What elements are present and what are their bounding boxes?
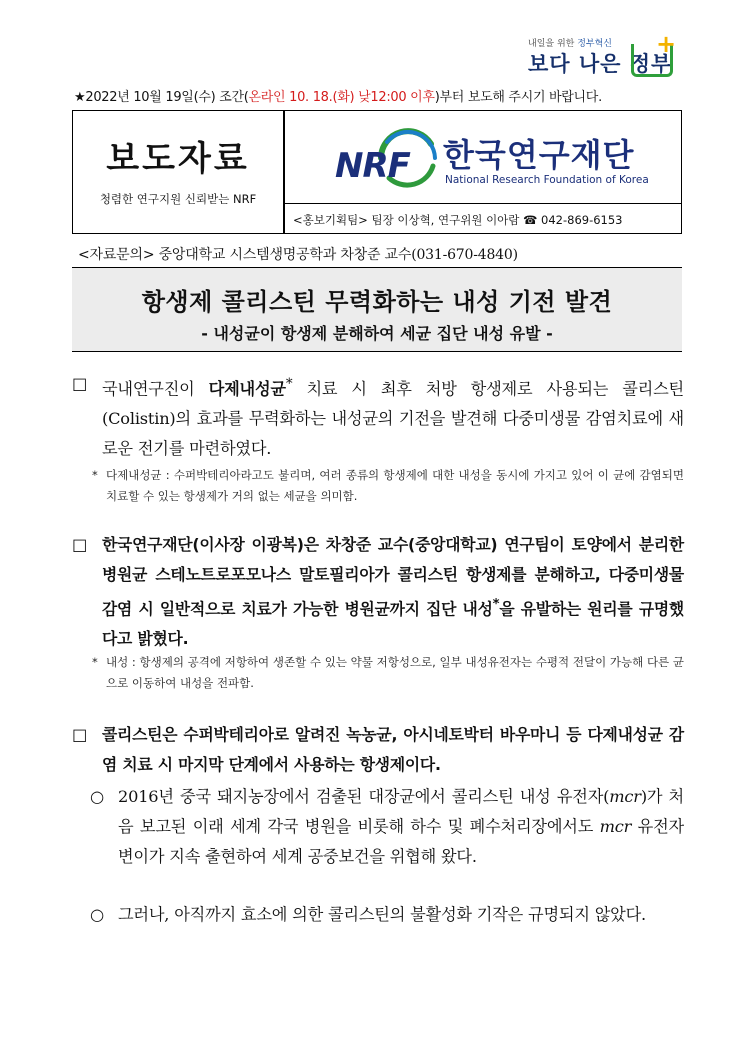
keyword: 다제내성균 xyxy=(208,379,286,399)
footnote-mark: * xyxy=(92,468,98,482)
inquiry-label: <자료문의> xyxy=(78,247,155,263)
sub-point-2-text: 그러나, 아직까지 효소에 의한 콜리스틴의 불활성화 기작은 규명되지 않았다. xyxy=(118,905,647,924)
nrf-slogan: 청렴한 연구지원 신뢰받는 NRF xyxy=(99,192,257,206)
text-run: 유전자 변이가 지속 출현하여 세계 공중보건을 위협해 왔다. xyxy=(118,817,684,866)
press-release-header xyxy=(72,110,682,234)
section-2-text xyxy=(102,530,684,654)
tagline-highlight: 정부혁신 xyxy=(577,39,612,49)
text-run: 치료 시 최후 처방 항생제로 사용되는 콜리스틴(Colistin)의 효과를 무력화하는 내성균의 기전을 발견해 다중미생물 감염치료에 새로운 전기를 마련하였다. xyxy=(102,379,684,459)
sub-headline: - 내성균이 항생제 분해하여 세균 집단 내성 유발 - xyxy=(201,324,553,343)
pr-contact: <홍보기획팀> 팀장 이상혁, 연구위원 이아람 ☎ 042-869-6153 xyxy=(293,213,623,227)
embargo-online-time: 온라인 10. 18.(화) 낮12:00 이후 xyxy=(248,90,435,105)
section-3 xyxy=(72,720,684,780)
government-logo xyxy=(528,32,678,82)
nrf-english-name: National Research Foundation of Korea xyxy=(445,174,649,186)
gene-name: mcr xyxy=(599,817,632,836)
star-icon: ★ xyxy=(74,90,86,105)
footnote-text: 다제내성균 : 수퍼박테리아라고도 불리며, 여러 종류의 항생제에 대한 내성을 동시에 가지고 있어 이 균에 감염되면 치료할 수 있는 항생제가 거의 없는 세균을 의미함. xyxy=(106,468,684,503)
text-run: 한국연구재단(이사장 이광복)은 차창준 교수(중앙대학교) 연구팀이 토양에서 분리한 병원균 스테노트로포모나스 말토필리아가 콜리스틴 항생제를 분해하고, 다중미생물 감염 시 일반적으로 치료가 가능한 병원균까지 집단 내성 xyxy=(102,535,684,619)
checkbox-square-icon: □ xyxy=(72,535,88,554)
section-1 xyxy=(72,369,684,464)
embargo-text: )부터 보도해 주시기 바랍니다. xyxy=(434,90,602,105)
text-run: 국내연구진이 xyxy=(102,379,209,399)
embargo-date: 2022년 10월 19일(수) 조간( xyxy=(85,90,249,105)
checkbox-square-icon: □ xyxy=(72,725,88,744)
sub-point-1 xyxy=(90,782,684,872)
header-divider xyxy=(283,111,285,233)
headline: 항생제 콜리스틴 무력화하는 내성 기전 발견 xyxy=(141,288,613,316)
section-1-text xyxy=(102,369,684,464)
text-run: )가 처음 보고된 이래 세계 각국 병원을 비롯해 하수 및 폐수처리장에서도 xyxy=(118,787,684,836)
circle-bullet-icon: ○ xyxy=(90,787,105,806)
footnote-mark: * xyxy=(492,597,500,612)
text-run: 을 유발하는 원리를 규명했다고 밝혔다. xyxy=(102,599,684,649)
section-3-text: 콜리스틴은 수퍼박테리아로 알려진 녹농균, 아시네토박터 바우마니 등 다제내성균 감염 치료 시 마지막 단계에서 사용하는 항생제이다. xyxy=(102,725,684,774)
circle-bullet-icon: ○ xyxy=(90,905,105,924)
government-logo-name: 보다 나은 정부 xyxy=(528,52,673,76)
sub-point-1-text xyxy=(118,782,684,872)
text-run: 2016년 중국 돼지농장에서 검출된 대장균에서 콜리스틴 내성 유전자( xyxy=(118,787,610,806)
header-rule xyxy=(284,203,681,204)
headline-box xyxy=(72,267,682,352)
footnote-mark: * xyxy=(285,376,293,392)
footnote-1 xyxy=(92,465,684,507)
sub-point-2 xyxy=(90,900,684,930)
footnote-text: 내성 : 항생제의 공격에 저항하여 생존할 수 있는 약물 저항성으로, 일부 내성유전자는 수평적 전달이 가능해 다른 균으로 이동하여 내성을 전파함. xyxy=(106,655,684,690)
nrf-logo xyxy=(335,126,665,196)
footnote-2 xyxy=(92,652,684,694)
plus-icon: + xyxy=(656,30,677,58)
section-2 xyxy=(72,530,684,654)
footnote-mark: * xyxy=(92,655,98,669)
inquiry-contact: 중앙대학교 시스템생명공학과 차창준 교수(031-670-4840) xyxy=(154,247,518,263)
tagline-text: 내일을 위한 xyxy=(528,39,578,49)
embargo-notice xyxy=(74,86,684,105)
nrf-korean-name: 한국연구재단 xyxy=(443,136,635,174)
inquiry-line xyxy=(78,244,518,264)
nrf-logo-letters: NRF xyxy=(335,146,410,186)
press-release-title: 보도자료 xyxy=(106,139,250,179)
gene-name: mcr xyxy=(609,787,641,806)
checkbox-square-icon: □ xyxy=(72,374,88,393)
